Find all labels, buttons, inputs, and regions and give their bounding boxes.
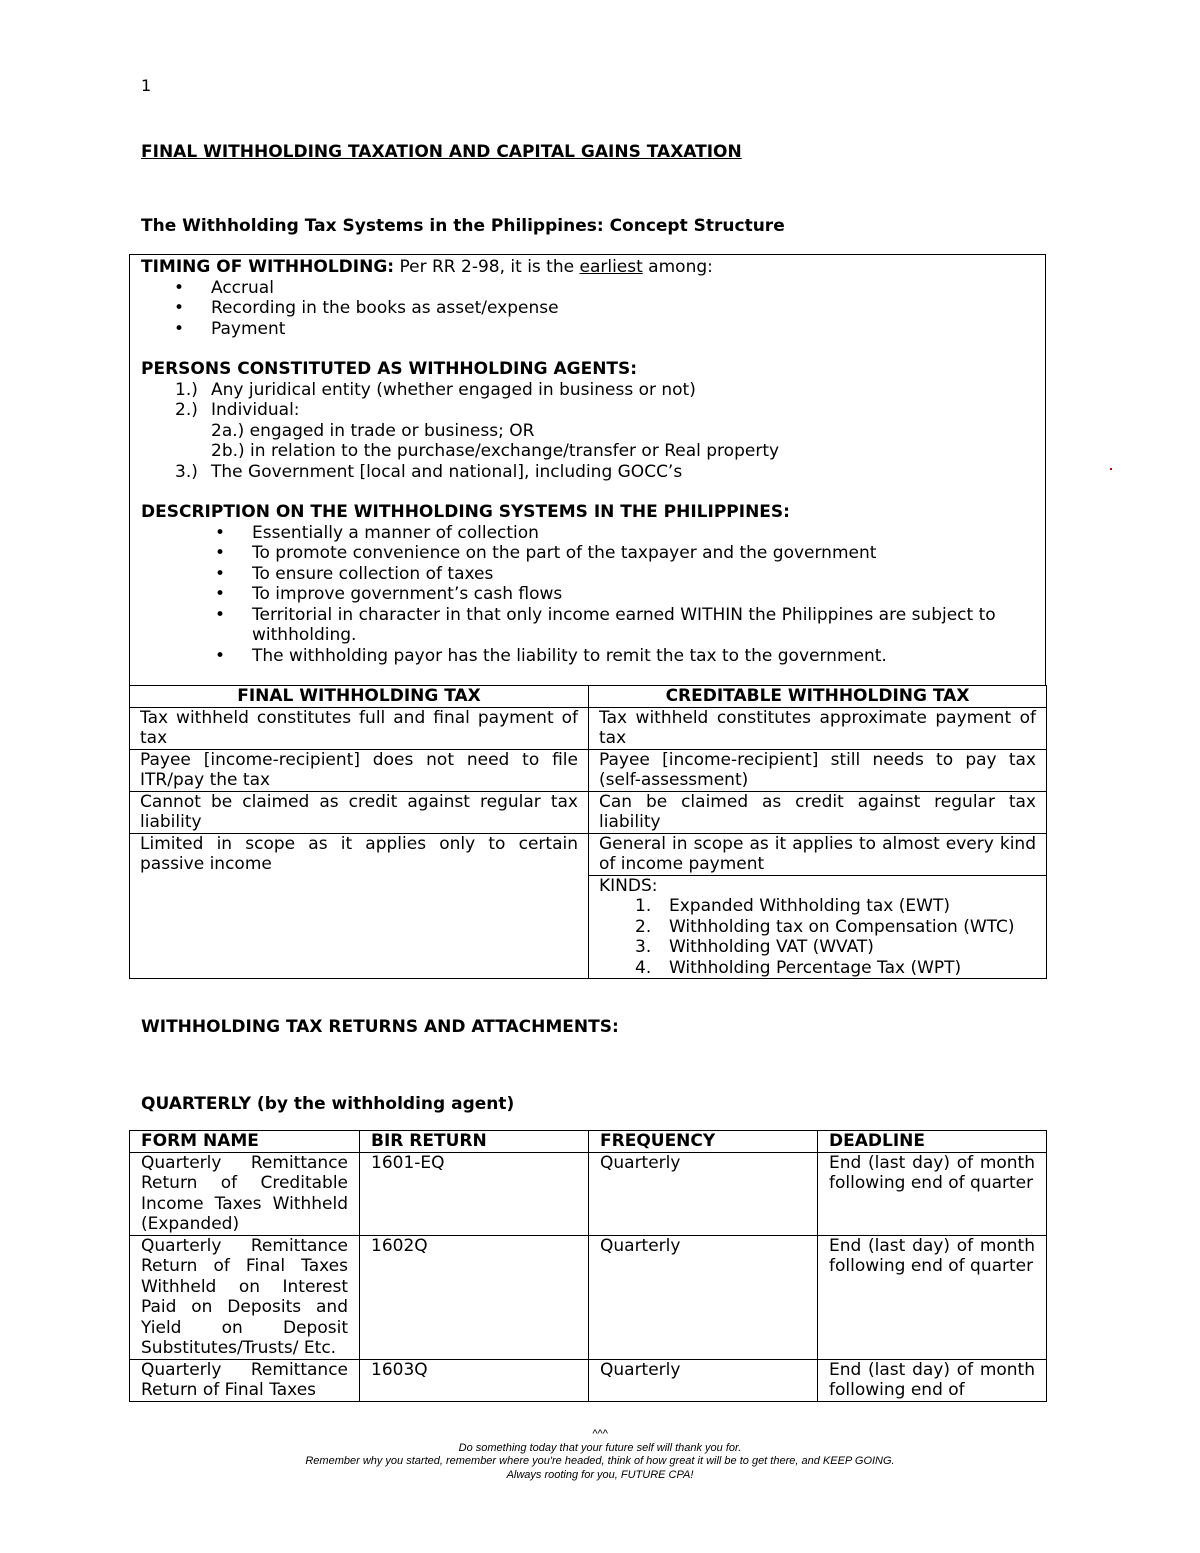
table-row [130,791,1047,833]
table-cell: 1601-EQ [360,1152,589,1235]
quarterly-heading: QUARTERLY (by the withholding agent) [141,1094,515,1114]
table-cell: Tax withheld constitutes approximate payment of tax [589,707,1047,749]
list-text: Any juridical entity (whether engaged in business or not) [211,379,696,400]
list-item: • Essentially a manner of collection [141,523,1045,544]
timing-text-after: among: [642,257,713,277]
agents-heading: PERSONS CONSTITUTED AS WITHHOLDING AGENTS: [141,359,638,379]
list-item: • To improve government’s cash flows [141,584,1045,605]
forms-table [129,1130,1047,1402]
timing-list [141,278,1045,340]
table-cell: 1603Q [360,1359,589,1401]
list-item: • To ensure collection of taxes [141,564,1045,585]
list-number: 3. [635,937,652,957]
returns-heading: WITHHOLDING TAX RETURNS AND ATTACHMENTS: [141,1017,619,1037]
table-cell: End (last day) of month following end of quarter [818,1152,1047,1235]
table-cell: Tax withheld constitutes full and final payment of tax [130,707,589,749]
table-row [130,1359,1047,1401]
comparison-table [129,685,1047,979]
page-number: 1 [141,76,152,95]
list-text: The Government [local and national], including GOCC’s [211,461,683,482]
table-row [130,1235,1047,1359]
column-header: FREQUENCY [589,1131,818,1153]
table-cell: Limited in scope as it applies only to certain passive income [130,833,589,979]
list-item: • Recording in the books as asset/expense [141,298,1045,319]
list-number: 1. [635,896,652,916]
agents-list [141,380,1045,421]
table-cell: Quarterly Remittance Return of Creditable Income Taxes Withheld (Expanded) [130,1152,360,1235]
list-item: • The withholding payor has the liability to remit the tax to the government. [141,646,1045,667]
table-cell: Quarterly [589,1359,818,1401]
column-header: FINAL WITHHOLDING TAX [130,686,589,708]
footer-line: Do something today that your future self will thank you for. [458,1441,742,1454]
kinds-cell [589,875,1047,979]
list-item [599,917,1036,938]
list-number: 2.) [175,400,198,420]
list-text: Withholding tax on Compensation (WTC) [669,916,1015,937]
list-number: 4. [635,957,652,978]
page-footer [0,1428,1200,1482]
document-title: FINAL WITHHOLDING TAXATION AND CAPITAL GAINS TAXATION [141,142,742,162]
list-item [599,937,1036,958]
list-item: • Territorial in character in that only income earned WITHIN the Philippines are subject to withholding. [141,605,1045,646]
timing-emphasis: earliest [579,257,643,277]
table-cell: Quarterly Remittance Return of Final Taxes Withheld on Interest Paid on Deposits and Yield on Deposit Substitutes/Trusts/ Etc. [130,1235,360,1359]
list-text: Withholding VAT (WVAT) [669,937,874,957]
table-header-row [130,686,1047,708]
list-item: 2b.) in relation to the purchase/exchange/transfer or Real property [211,441,780,461]
table-cell: Payee [income-recipient] does not need to file ITR/pay the tax [130,749,589,791]
list-item [141,380,1045,401]
timing-heading: TIMING OF WITHHOLDING: [141,257,395,277]
list-item: • Accrual [141,278,1045,299]
agents-sublist [141,421,1045,462]
list-item [141,400,1045,421]
table-cell: General in scope as it applies to almost every kind of income payment [589,833,1047,875]
list-item: • To promote convenience on the part of the taxpayer and the government [141,543,1045,564]
list-item [599,896,1036,917]
timing-paragraph [141,257,1045,278]
list-text: Withholding Percentage Tax (WPT) [669,957,962,978]
list-number: 3.) [175,461,198,482]
table-header-row [130,1131,1047,1153]
table-cell: Quarterly Remittance Return of Final Taxes [130,1359,360,1401]
footer-line: Remember why you started, remember where you're headed, think of how great it will be to get there, and KEEP GOING. [305,1455,895,1467]
table-cell: Can be claimed as credit against regular tax liability [589,791,1047,833]
table-row [130,1152,1047,1235]
table-row [130,833,1047,875]
timing-text-before: Per RR 2-98, it is the [394,257,580,277]
footer-mark: ^^^ [592,1428,608,1440]
footer-line: Always rooting for you, FUTURE CPA! [506,1468,694,1481]
column-header: CREDITABLE WITHHOLDING TAX [589,686,1047,708]
list-item: • Payment [141,319,1045,340]
table-cell: Quarterly [589,1235,818,1359]
column-header: BIR RETURN [360,1131,589,1153]
description-list [141,523,1045,667]
list-number: 1.) [175,379,198,400]
concept-structure-box [129,254,1046,686]
list-item [599,958,1036,979]
table-cell: End (last day) of month following end of [818,1359,1047,1401]
table-row [130,749,1047,791]
column-header: DEADLINE [818,1131,1047,1153]
section-subtitle: The Withholding Tax Systems in the Philippines: Concept Structure [141,216,785,236]
table-cell: Cannot be claimed as credit against regular tax liability [130,791,589,833]
list-item [141,462,1045,483]
description-heading: DESCRIPTION ON THE WITHHOLDING SYSTEMS IN THE PHILIPPINES: [141,502,790,522]
column-header: FORM NAME [130,1131,360,1153]
list-text: Individual: [211,400,300,420]
list-number: 2. [635,916,652,937]
list-item: 2a.) engaged in trade or business; OR [211,420,535,441]
table-row [130,707,1047,749]
table-cell: Quarterly [589,1152,818,1235]
kinds-label: KINDS: [599,875,658,896]
table-cell: End (last day) of month following end of quarter [818,1235,1047,1359]
stray-mark [1110,468,1112,470]
agents-list-cont [141,462,1045,483]
table-cell: 1602Q [360,1235,589,1359]
kinds-list [599,896,1036,978]
list-text: Expanded Withholding tax (EWT) [669,896,950,916]
table-cell: Payee [income-recipient] still needs to pay tax (self-assessment) [589,749,1047,791]
